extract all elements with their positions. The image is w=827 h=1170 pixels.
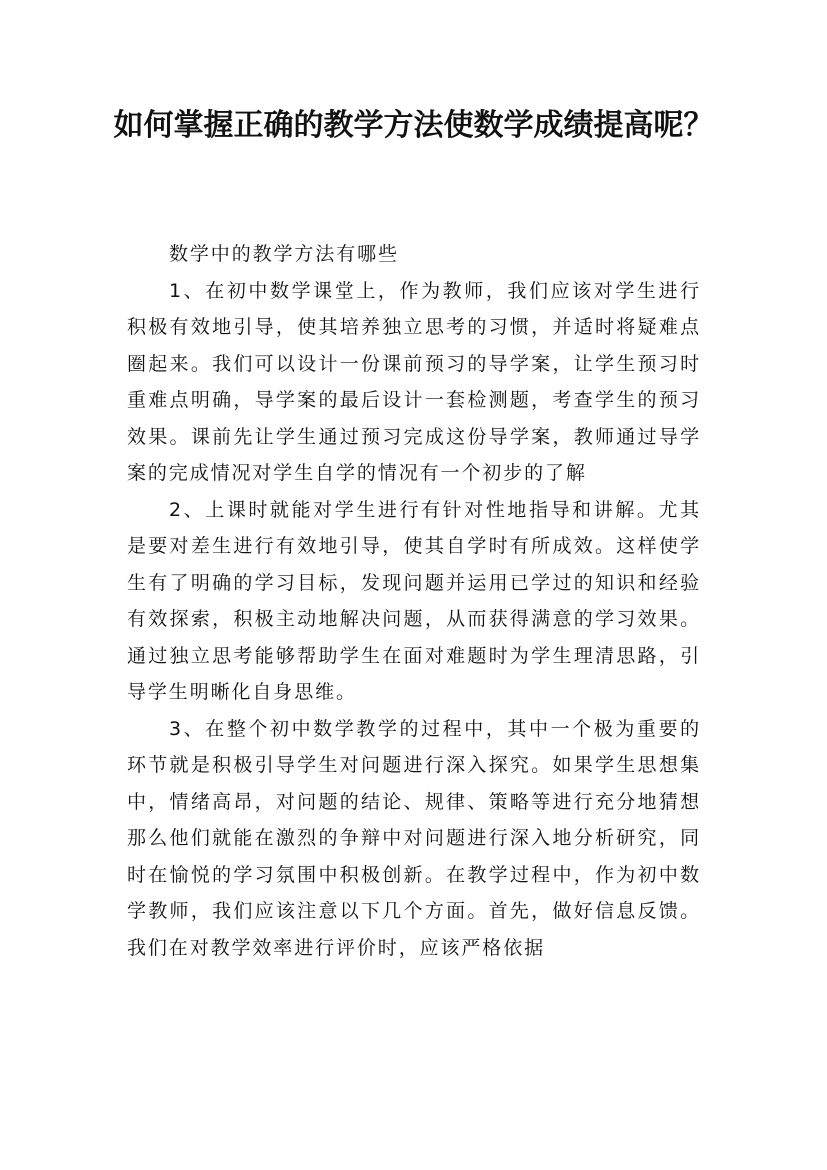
paragraph-2: 2、上课时就能对学生进行有针对性地指导和讲解。尤其是要对差生进行有效地引导，使其自学时有所成效。这样使学生有了明确的学习目标，发现问题并运用已学过的知识和经验有效探索，积极主动地解决问题，从而获得满意的学习效果。通过独立思考能够帮助学生在面对难题时为学生理清思路，引导学生明晰化自身思维。 bbox=[127, 498, 701, 703]
section-heading: 数学中的教学方法有哪些 bbox=[169, 243, 399, 265]
paragraph-1: 1、在初中数学课堂上，作为教师，我们应该对学生进行积极有效地引导，使其培养独立思考的习惯，并适时将疑难点圈起来。我们可以设计一份课前预习的导学案，让学生预习时重难点明确，导学案的最后设计一套检测题，考查学生的预习效果。课前先让学生通过预习完成这份导学案，教师通过导学案的完成情况对学生自学的情况有一个初步的了解 bbox=[127, 279, 701, 484]
document-title: 如何掌握正确的教学方法使数学成绩提高呢？ bbox=[113, 108, 714, 143]
paragraph-3: 3、在整个初中数学教学的过程中，其中一个极为重要的环节就是积极引导学生对问题进行深入探究。如果学生思想集中，情绪高昂，对问题的结论、规律、策略等进行充分地猜想那么他们就能在激烈的争辩中对问题进行深入地分析研究，同时在愉悦的学习氛围中积极创新。在教学过程中，作为初中数学教师，我们应该注意以下几个方面。首先，做好信息反馈。我们在对教学效率进行评价时，应该严格依据 bbox=[127, 717, 701, 959]
document-body bbox=[127, 236, 701, 966]
